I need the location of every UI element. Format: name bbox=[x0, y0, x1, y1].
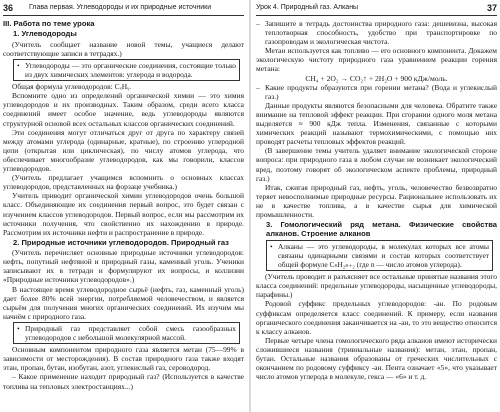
paragraph: Учитель приводит органической химии углеводородов очень большой класс. Объединяющие их соединения первый вопрос, это будет связан с изучением классов углеводородов. Первый вопрос, если мы рассмотрим их источники получения, что свойственно их нахождению в природе. Рассмотрим их источники нефти и распространение в природе. bbox=[3, 191, 244, 237]
left-page-number: 36 bbox=[3, 2, 14, 13]
left-running-head: Глава первая. Углеводороды и их природные источники bbox=[29, 4, 212, 11]
paragraph: Основным компонентом природного газа является метан (75—99% в зависимости от месторождения). В состав природного газа также входят этан, пропан, бутан, изобутан, азот, углекислый газ, сероводород. bbox=[3, 345, 244, 373]
subsection-heading-alkanes: 3. Гомологический ряд метана. Физические свойства алканов. Строение алканов bbox=[266, 220, 497, 239]
section-heading: III. Работа по теме урока bbox=[3, 19, 95, 28]
subsection-heading-natural-gas: 2. Природные источники углеводородов. Природный газ bbox=[13, 237, 229, 247]
paragraph: Первые четыре члена гомологического ряда алканов имеют исторически сложившиеся названия (тривиальные названия): метан, этан, пропан, бутан. Остальные названия образованы от греческих числительных с окончанием по родовому суффиксу -ан. Пента означает «5», что указывает число атомов углерода в молекуле, гекса — «6» и т. д. bbox=[256, 335, 497, 382]
dash-icon: – bbox=[256, 19, 260, 28]
dash-icon: – bbox=[256, 82, 260, 92]
definition-text: Углеводороды — это органические соединения, состоящие только из двух химических элементов: углерода и водорода. bbox=[25, 61, 236, 80]
paragraph: В настоящее время углеводородное сырьё (нефть, газ, каменный уголь) дает более 80% всей энергии, потребляемой человечеством, и является сырьём для получения многих органических соединений. Их изучим мы начнём с природного газа. bbox=[3, 284, 244, 321]
paragraph: (Учитель сообщает название новой темы, учащиеся делают соответствующие записи в тетрадях.) bbox=[3, 39, 244, 58]
paragraph: (В завершение темы учитель удаляет внимание экологической стороне вопроса: при природного газа в любом случае не возникает экологический вред, поэтому говорят об экологическом аспекте проблемы, природный газ.) bbox=[256, 146, 497, 183]
list-item: – Какие продукты образуются при горении метана? (Вода и углекислый газ.) bbox=[256, 82, 497, 101]
definition-text: Природный газ представляет собой смесь газообразных углеводородов с небольшой молекулярной массой. bbox=[25, 323, 236, 343]
left-page-body bbox=[3, 19, 244, 391]
paragraph: – Какое применение находит природный газ? (Используется в качестве топлива на тепловых электростанциях...) bbox=[3, 372, 244, 391]
right-page bbox=[250, 0, 500, 412]
paragraph: (Учитель проводит и разъясняет все остальные принятые названия этого класса соединений: предельные углеводороды, насыщенные углеводороды, парафины.) bbox=[256, 272, 497, 300]
paragraph: (Учитель перечисляет основные природные источники углеводородов: нефть, попутный нефтяной и природный газы, каменный уголь. Ученики записывают их в тетради и формулируют их вопросы, и коллизии «Природные источники углеводородов».) bbox=[3, 248, 244, 285]
paragraph: Итак, сжигая природный газ, нефть, уголь, человечество безвозвратно теряет невосполнимые природные ресурсы. Рациональнее использовать их не в качестве топлива, а в качестве сырья для химической промышленности. bbox=[256, 182, 497, 219]
definition-box bbox=[13, 322, 240, 344]
paragraph: Вспомните одно из определений органической химии — это химия углеводородов и их производных. Таким образом, среди всего класса соединений имеет особое значение, ведь углеводороды являются структурной основой всех остальных классов органических соединений. bbox=[3, 91, 244, 128]
bullet-icon: • bbox=[17, 61, 20, 70]
definition-box bbox=[13, 59, 240, 81]
definition-box bbox=[266, 240, 493, 271]
right-page-header bbox=[256, 0, 497, 16]
right-page-body bbox=[256, 19, 497, 381]
chemical-equation: CH₄ + 2O₂ → CO₂↑ + 2H₂O + 900 кДж/моль. bbox=[305, 73, 448, 83]
right-page-number: 37 bbox=[486, 2, 497, 13]
bullet-icon: • bbox=[17, 323, 20, 333]
paragraph: (Учитель предлагает учащимся вспомнить о основных классах углеводородов, представленных на форзаце учебника.) bbox=[3, 173, 244, 192]
list-item: – Запишите в тетрадь достоинства природного газа: дешевизна, высокая теплотворная способность, удобство при транспортировке по газопроводам и экологическая чистота. bbox=[256, 19, 497, 47]
definition-text: Алканы — это углеводороды, в молекулах которых все атомы связаны одинарными связями и состав которых соответствует общей формуле CₙH₂ₙ₊₂ (где n — число атомов углерода). bbox=[278, 241, 489, 270]
left-page-header bbox=[3, 0, 244, 16]
paragraph: Эти соединения могут отличаться друг от друга по характеру связей между атомами углерода (одинарные, кратные), по строению углеродной цепи (открытая или циклическая), по числу атомов углерода, что обеспечивает многообразие углеводородов, как мы говорили, классов углеводородов. bbox=[3, 127, 244, 174]
subsection-heading-hydrocarbons: 1. Углеводороды bbox=[13, 29, 77, 39]
bullet-icon: • bbox=[270, 241, 273, 251]
formula-line: Общая формула углеводородов: CₓHᵧ. bbox=[12, 82, 131, 92]
paragraph: Данные продукты являются безопасными для человека. Обратите также внимание на тепловой эффект реакции. При сгорании одного моля метана выделяется ≈ 900 кДж тепла. Изменения, связанные с которыми химических реакций называют термохимическими, с помощью них проводят расчеты тепловых эффектов реакций. bbox=[256, 100, 497, 147]
right-running-head: Урок 4. Природный газ. Алканы bbox=[256, 4, 359, 11]
paragraph: Родовой суффикс предельных углеводородов: -ан. По родовым суффиксам определяется класс соединений. К примеру, если названия органического соединения заканчивается на -ан, то это вещество относится к классу алканов. bbox=[256, 299, 497, 336]
paragraph: Метан используется как топливо — его основного компонента. Докажем экологическую чистоту природного газа уравнением реакции горения метана: bbox=[256, 46, 497, 74]
